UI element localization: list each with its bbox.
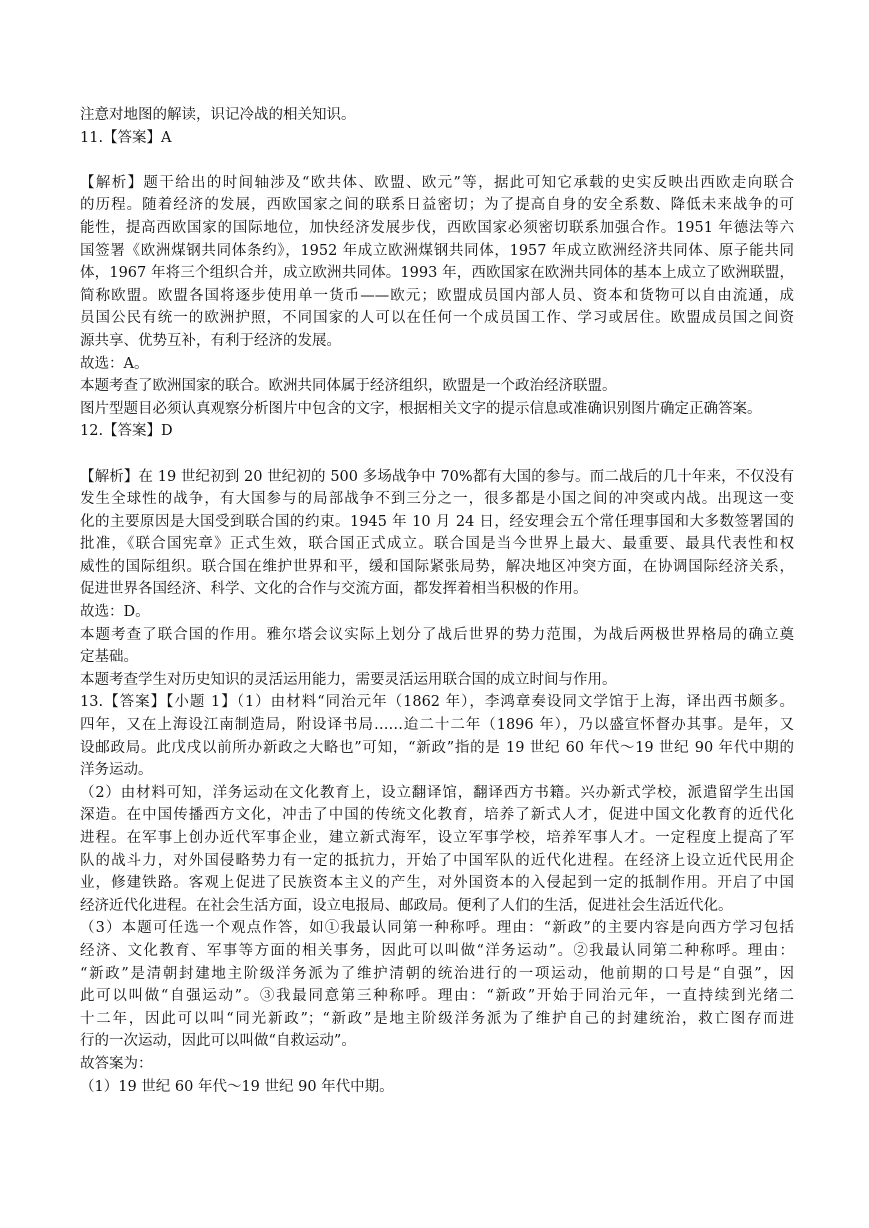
text-line: 故答案为：	[80, 1055, 153, 1072]
blank-line	[80, 149, 794, 172]
text-line: 四年，又在上海设江南制造局，附设译书局……迨二十二年（1896 年），乃以盛宣怀督办其事。是年，又	[80, 717, 794, 734]
answer-heading-13: 13.【答案】【小题 1】（1）由材料“同治元年（1862 年），李鸿章奏设同文学馆于上海，译出西书颇多。	[80, 694, 794, 711]
text-line: 【解析】在 19 世纪初到 20 世纪初的 500 多场战争中 70%都有大国的参与。而二战后的几十年来，不仅没有	[80, 468, 794, 485]
text-line: 国签署《欧洲煤钢共同体条约》，1952 年成立欧洲煤钢共同体，1957 年成立欧洲经济共同体、原子能共同	[80, 242, 794, 259]
text-line: （1）19 世纪 60 年代～19 世纪 90 年代中期。	[80, 1078, 394, 1095]
text-line: 的历程。随着经济的发展，西欧国家之间的联系日益密切；为了提高自身的安全系数、降低未来战争的可	[80, 197, 794, 214]
text-line: 发生全球性的战争，有大国参与的局部战争不到三分之一，很多都是小国之间的冲突或内战。出现这一变	[80, 491, 794, 508]
text-line: （2）由材料可知，洋务运动在文化教育上，设立翻译馆，翻译西方书籍。兴办新式学校，派遣留学生出国	[80, 784, 794, 801]
text-line: 简称欧盟。欧盟各国将逐步使用单一货币——欧元；欧盟成员国内部人员、资本和货物可以自由流通，成	[80, 287, 794, 304]
text-line: 经济近代化进程。在社会生活方面，设立电报局、邮政局。便利了人们的生活，促进社会生活近代化。	[80, 897, 733, 914]
blank-line	[80, 443, 794, 466]
text-line: 故选：D。	[80, 604, 150, 621]
text-line: 能性，提高西欧国家的国际地位，加快经济发展步伐，西欧国家必须密切联系加强合作。1951 年德法等六	[80, 219, 794, 236]
text-line: 此可以叫做“自强运动”。③我最同意第三种称呼。理由：“新政”开始于同治元年，一直持续到光绪二	[80, 988, 794, 1005]
text-line: 源共享、优势互补，有利于经济的发展。	[80, 332, 341, 349]
text-line: 促进世界各国经济、科学、文化的合作与交流方面，都发挥着相当积极的作用。	[80, 581, 588, 598]
text-line: 设邮政局。此戊戌以前所办新政之大略也”可知，“新政”指的是 19 世纪 60 年代～19 世纪 90 年代中期的	[80, 739, 794, 756]
text-line: 体，1967 年将三个组织合并，成立欧洲共同体。1993 年，西欧国家在欧洲共同体的基本上成立了欧洲联盟，	[80, 265, 794, 282]
text-line: 【解析】题干给出的时间轴涉及“欧共体、欧盟、欧元”等，据此可知它承载的史实反映出西欧走向联合	[80, 174, 794, 191]
document-body	[80, 104, 794, 1098]
text-line: 故选：A。	[80, 355, 149, 372]
text-line: 定基础。	[80, 649, 138, 666]
text-line: 深造。在中国传播西方文化，冲击了中国的传统文化教育，培养了新式人才，促进中国文化教育的近代化	[80, 807, 794, 824]
text-line: 化的主要原因是大国受到联合国的约束。1945 年 10 月 24 日，经安理会五个常任理事国和大多数签署国的	[80, 513, 794, 530]
text-line: 图片型题目必须认真观察分析图片中包含的文字，根据相关文字的提示信息或准确识别图片确定正确答案。	[80, 400, 762, 417]
text-line: 本题考查学生对历史知识的灵活运用能力，需要灵活运用联合国的成立时间与作用。	[80, 671, 617, 688]
text-line: 注意对地图的解读，识记冷战的相关知识。	[80, 107, 356, 123]
text-line: （3）本题可任选一个观点作答，如①我最认同第一种称呼。理由：“新政”的主要内容是向西方学习包括	[80, 920, 794, 937]
text-line: 行的一次运动，因此可以叫做“自救运动”。	[80, 1033, 356, 1050]
text-line: “新政”是清朝封建地主阶级洋务派为了维护清朝的统治进行的一项运动，他前期的口号是“自强”，因	[80, 965, 794, 982]
text-line: 队的战斗力，对外国侵略势力有一定的抵抗力，开始了中国军队的近代化进程。在经济上设立近代民用企	[80, 852, 794, 869]
text-line: 洋务运动。	[80, 762, 153, 779]
answer-heading-11: 11.【答案】A	[80, 129, 172, 146]
text-line: 批准，《联合国宪章》正式生效，联合国正式成立。联合国是当今世界上最大、最重要、最具代表性和权	[80, 536, 794, 553]
text-line: 本题考查了联合国的作用。雅尔塔会议实际上划分了战后世界的势力范围，为战后两极世界格局的确立奠	[80, 626, 794, 643]
text-line: 经济、文化教育、军事等方面的相关事务，因此可以叫做“洋务运动”。②我最认同第二种称呼。理由：	[80, 942, 794, 959]
answer-heading-12: 12.【答案】D	[80, 423, 173, 440]
text-line: 威性的国际组织。联合国在维护世界和平，缓和国际紧张局势，解决地区冲突方面，在协调国际经济关系，	[80, 558, 794, 575]
text-line: 业，修建铁路。客观上促进了民族资本主义的产生，对外国资本的入侵起到一定的抵制作用。开启了中国	[80, 875, 794, 892]
text-line: 十二年，因此可以叫“同光新政”；“新政”是地主阶级洋务派为了维护自己的封建统治，救亡图存而进	[80, 1010, 794, 1027]
text-line: 员国公民有统一的欧洲护照，不同国家的人可以在任何一个成员国工作、学习或居住。欧盟成员国之间资	[80, 310, 794, 327]
text-line: 本题考查了欧洲国家的联合。欧洲共同体属于经济组织，欧盟是一个政治经济联盟。	[80, 378, 617, 395]
text-line: 进程。在军事上创办近代军事企业，建立新式海军，设立军事学校，培养军事人才。一定程度上提高了军	[80, 830, 794, 846]
